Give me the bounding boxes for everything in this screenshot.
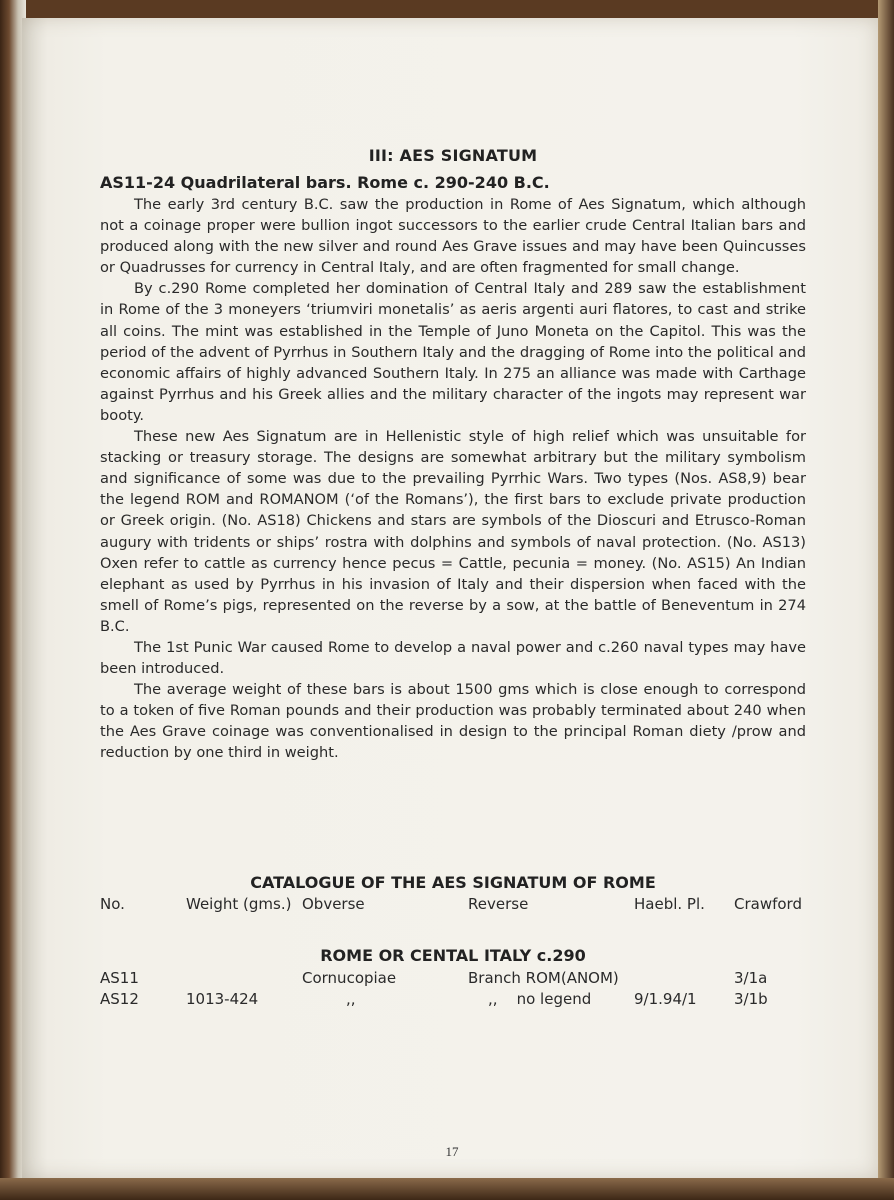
cell-haebl: 9/1.94/1: [634, 990, 697, 1008]
cell-reverse: Branch ROM(ANOM): [468, 969, 619, 987]
table-row: [100, 969, 820, 991]
header-weight: Weight (gms.): [186, 895, 292, 913]
paragraph: These new Aes Signatum are in Hellenistic style of high relief which was unsuitable for stacking or treasury storage. The designs are somewhat arbitrary but the military symbolism and significance of some was due to the prevailing Pyrrhic Wars. Two types (Nos. AS8,9) bear the legend ROM and ROMANOM (‘of the Romans’), the first bars to exclude private production or Greek origin. (No. AS18) Chickens and stars are symbols of the Dioscuri and Etrusco-Roman augury with tridents or ships’ rostra with dolphins and symbols of naval protection. (No. AS13) Oxen refer to cattle as currency hence pecus = Cattle, pecunia = money. (No. AS15) An Indian elephant as used by Pyrrhus in his invasion of Italy and their dispersion when faced with the smell of Rome’s pigs, represented on the reverse by a sow, at the battle of Beneventum in 274 B.C.: [100, 428, 806, 635]
header-crawford: Crawford: [734, 895, 802, 913]
book-cover-right-edge: [878, 0, 894, 1200]
catalogue-subsection-title: ROME OR CENTAL ITALY c.290: [320, 946, 586, 965]
cell-obverse: Cornucopiae: [302, 969, 397, 987]
cell-crawford: 3/1b: [734, 990, 768, 1008]
paragraph: The early 3rd century B.C. saw the production in Rome of Aes Signatum, which although not a coinage proper were bullion ingot successors to the earlier crude Central Italian bars and produced along with the new silver and round Aes Grave issues and may have been Quincusses or Quadrusses for currency in Central Italy, and are often fragmented for small change.: [100, 196, 806, 277]
header-haebl: Haebl. Pl.: [634, 895, 705, 913]
paragraph: By c.290 Rome completed her domination of Central Italy and 289 saw the establishment in Rome of the 3 moneyers ‘triumviri monetalis’ as aeris argenti auri flatores, to cast and strike all coins. The mint was established in the Temple of Juno Moneta on the Capitol. This was the period of the advent of Pyrrhus in Southern Italy and the dragging of Rome into the political and economic affairs of highly advanced Southern Italy. In 275 an alliance was made with Carthage against Pyrrhus and his Greek allies and the military character of the ingots may represent war booty.: [100, 280, 806, 424]
page-number: 17: [445, 1144, 459, 1159]
cell-weight: 1013-424: [186, 990, 259, 1008]
cell-no: AS12: [100, 990, 139, 1008]
paragraph: The average weight of these bars is about 1500 gms which is close enough to correspond to a token of five Roman pounds and their production was probably terminated about 240 when the Aes Grave coinage was conventionalised in design to the principal Roman diety /prow and reduction by one third in weight.: [100, 681, 806, 762]
cell-crawford: 3/1a: [734, 969, 768, 987]
header-obverse: Obverse: [302, 895, 365, 913]
cell-reverse: ,, no legend: [488, 990, 592, 1008]
page-body: [100, 140, 806, 764]
book-cover-bottom-edge: [0, 1178, 894, 1200]
paragraph: The 1st Punic War caused Rome to develop a naval power and c.260 naval types may have been introduced.: [100, 638, 806, 678]
section-title: III: AES SIGNATUM: [368, 146, 538, 165]
subheading: AS11-24 Quadrilateral bars. Rome c. 290-240 B.C.: [100, 173, 550, 192]
header-no: No.: [100, 895, 125, 913]
cell-no: AS11: [100, 969, 139, 987]
header-reverse: Reverse: [468, 895, 529, 913]
catalogue-title: CATALOGUE OF THE AES SIGNATUM OF ROME: [250, 873, 656, 892]
catalogue-header-row: [100, 895, 820, 917]
table-row: [100, 990, 820, 1012]
cell-obverse: ,,: [346, 990, 356, 1008]
